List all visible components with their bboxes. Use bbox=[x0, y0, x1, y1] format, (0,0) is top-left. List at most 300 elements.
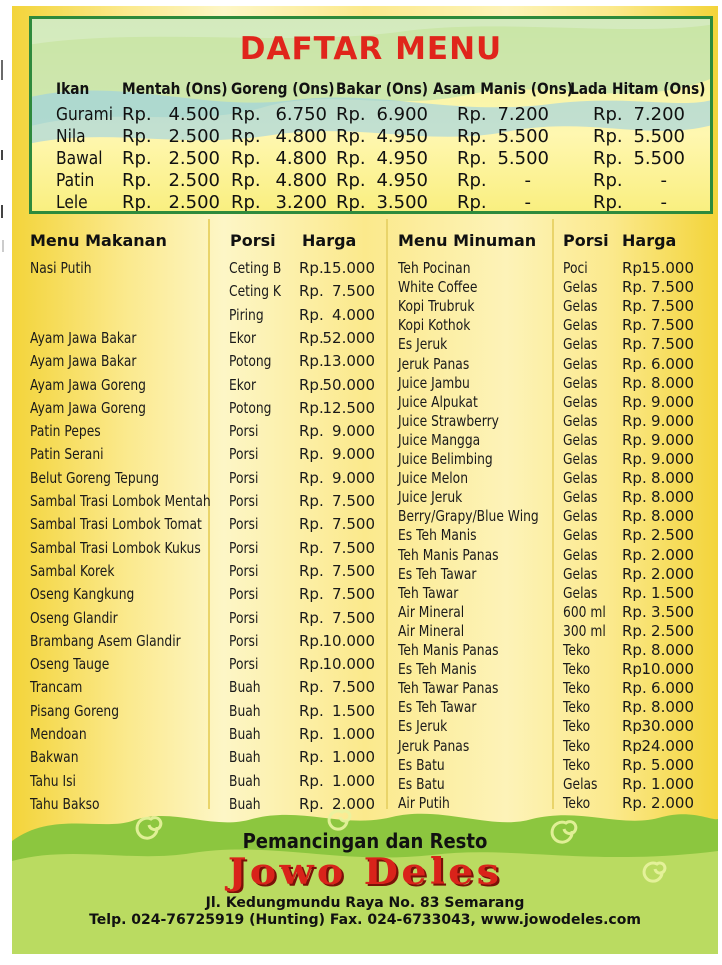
menu-item-name: Brambang Asem Glandir bbox=[30, 631, 181, 650]
scan-margin bbox=[0, 0, 12, 960]
fish-price: - bbox=[524, 192, 531, 213]
menu-item-price bbox=[299, 352, 375, 370]
brand-logo: Jowo Deles bbox=[227, 851, 503, 893]
fish-price-cell bbox=[122, 126, 220, 148]
menu-item-portion: Buah bbox=[229, 678, 261, 697]
menu-item-price bbox=[299, 609, 375, 627]
menu-item-name: Patin Pepes bbox=[30, 422, 101, 441]
menu-item-price bbox=[622, 756, 694, 774]
menu-item-name: Juice Melon bbox=[398, 469, 469, 488]
menu-item-portion: Porsi bbox=[229, 422, 259, 441]
menu-item-portion: Gelas bbox=[563, 392, 598, 411]
fish-price: 2.500 bbox=[168, 192, 220, 213]
fish-price: 7.200 bbox=[633, 104, 685, 125]
menu-item-name: Es Teh Manis bbox=[398, 660, 477, 679]
menu-item-price bbox=[299, 306, 375, 324]
menu-item-name: Juice Mangga bbox=[398, 430, 481, 449]
fish-price-cell bbox=[231, 104, 327, 126]
menu-item-name: Oseng Kangkung bbox=[30, 585, 135, 604]
currency-label: Rp. bbox=[299, 515, 324, 534]
menu-item-price bbox=[299, 445, 375, 463]
currency-label: Rp. bbox=[457, 148, 487, 169]
price-value: 9.000 bbox=[651, 392, 694, 411]
currency-label: Rp. bbox=[622, 507, 647, 526]
fish-price-cell bbox=[457, 170, 549, 192]
menu-item-portion: Porsi bbox=[229, 561, 259, 580]
fish-price: 6.900 bbox=[376, 104, 428, 125]
fish-header-black-pepper: Lada Hitam (Ons) bbox=[570, 79, 706, 98]
currency-label: Rp. bbox=[231, 192, 261, 213]
menu-item-portion: Gelas bbox=[563, 430, 598, 449]
currency-label: Rp. bbox=[336, 170, 366, 191]
menu-item-price bbox=[622, 297, 694, 315]
price-value: 8.000 bbox=[651, 641, 694, 659]
price-value: 6.000 bbox=[651, 679, 694, 698]
menu-item-price bbox=[299, 422, 375, 440]
currency-label: Rp. bbox=[593, 104, 623, 125]
menu-item-price bbox=[299, 469, 375, 487]
price-value: 13.000 bbox=[322, 352, 375, 371]
menu-item-name: Es Teh Tawar bbox=[398, 698, 477, 717]
currency-label: Rp. bbox=[122, 126, 152, 147]
fish-price: 4.500 bbox=[168, 104, 220, 125]
price-value: 50.000 bbox=[322, 375, 375, 394]
currency-label: Rp. bbox=[622, 469, 647, 488]
menu-item-portion: Gelas bbox=[563, 526, 598, 545]
menu-item-name: Air Mineral bbox=[398, 602, 465, 621]
menu-item-price bbox=[299, 678, 375, 696]
menu-item-portion: Gelas bbox=[563, 278, 598, 297]
price-value: 7.500 bbox=[332, 608, 375, 627]
price-value: 8.000 bbox=[651, 507, 694, 526]
currency-label: Rp. bbox=[622, 259, 647, 277]
menu-item-price bbox=[299, 655, 375, 673]
menu-item-name: Oseng Tauge bbox=[30, 655, 110, 674]
menu-item-name: Es Jeruk bbox=[398, 717, 448, 736]
price-value: 1.000 bbox=[332, 771, 375, 790]
menu-item-portion: Porsi bbox=[229, 445, 259, 464]
fish-price-cell bbox=[593, 126, 685, 148]
menu-item-name: Sambal Korek bbox=[30, 561, 115, 580]
menu-sheet bbox=[12, 6, 718, 954]
menu-item-price bbox=[622, 526, 694, 544]
menu-item-price bbox=[299, 702, 375, 720]
menu-item-price bbox=[622, 717, 694, 735]
price-value: 1.500 bbox=[332, 701, 375, 720]
fish-header-sweet-sour: Asam Manis (Ons) bbox=[433, 79, 573, 98]
fish-price-cell bbox=[593, 192, 685, 214]
menu-item-portion: Gelas bbox=[563, 469, 598, 488]
price-value: 12.500 bbox=[322, 398, 375, 417]
price-value: 1.500 bbox=[651, 583, 694, 602]
fish-price-cell bbox=[122, 192, 220, 214]
menu-item-name: Belut Goreng Tepung bbox=[30, 468, 160, 487]
price-value: 9.000 bbox=[332, 422, 375, 441]
menu-item-portion: Buah bbox=[229, 725, 261, 743]
menu-item-portion: 600 ml bbox=[563, 602, 606, 621]
menu-item-price bbox=[622, 698, 694, 716]
menu-item-portion: Gelas bbox=[563, 545, 598, 564]
price-value: 15.000 bbox=[322, 259, 375, 277]
menu-item-name: Kopi Trubruk bbox=[398, 297, 475, 316]
currency-label: Rp. bbox=[622, 602, 647, 621]
menu-item-portion: Potong bbox=[229, 398, 272, 417]
price-value: 24.000 bbox=[641, 736, 694, 755]
fish-price: 5.500 bbox=[633, 126, 685, 147]
fish-price-cell bbox=[457, 126, 549, 148]
menu-item-portion: Gelas bbox=[563, 583, 598, 602]
menu-item-name: Ayam Jawa Bakar bbox=[30, 352, 137, 371]
menu-item-name: Es Jeruk bbox=[398, 335, 448, 354]
menu-item-price bbox=[622, 775, 694, 793]
menu-item-name: Teh Tawar bbox=[398, 583, 459, 602]
price-value: 9.000 bbox=[651, 430, 694, 449]
menu-item-portion: Teko bbox=[563, 736, 591, 755]
currency-label: Rp. bbox=[593, 192, 623, 213]
fish-price: 5.500 bbox=[633, 148, 685, 169]
menu-item-name: Patin Serani bbox=[30, 445, 104, 464]
menu-item-portion: Buah bbox=[229, 748, 261, 767]
fish-header-grilled: Bakar (Ons) bbox=[336, 79, 429, 98]
menu-item-price bbox=[622, 374, 694, 392]
price-value: 2.000 bbox=[332, 794, 375, 813]
drink-header-item: Menu Minuman bbox=[398, 231, 537, 250]
currency-label: Rp. bbox=[299, 655, 324, 674]
currency-label: Rp. bbox=[122, 192, 152, 213]
menu-item-name: Air Mineral bbox=[398, 621, 465, 640]
currency-label: Rp. bbox=[231, 170, 261, 191]
currency-label: Rp. bbox=[299, 468, 324, 487]
menu-item-price bbox=[299, 282, 375, 300]
menu-item-name: Jeruk Panas bbox=[398, 736, 470, 755]
fish-price: 5.500 bbox=[497, 148, 549, 169]
currency-label: Rp. bbox=[622, 755, 647, 774]
currency-label: Rp. bbox=[336, 104, 366, 125]
menu-item-name: Juice Strawberry bbox=[398, 411, 499, 430]
fish-price: 5.500 bbox=[497, 126, 549, 147]
menu-item-price bbox=[299, 748, 375, 766]
price-value: 1.000 bbox=[651, 774, 694, 793]
fish-price: 2.500 bbox=[168, 126, 220, 147]
fish-price: 4.800 bbox=[275, 170, 327, 191]
fish-price: 2.500 bbox=[168, 170, 220, 191]
currency-label: Rp. bbox=[299, 608, 324, 627]
currency-label: Rp. bbox=[622, 736, 647, 755]
price-value: 9.000 bbox=[332, 468, 375, 487]
fish-price: 2.500 bbox=[168, 148, 220, 169]
fish-name: Lele bbox=[56, 192, 88, 213]
food-header-price: Harga bbox=[302, 231, 357, 250]
menu-item-portion: Ceting K bbox=[229, 282, 281, 301]
menu-item-price bbox=[622, 565, 694, 583]
price-value: 2.500 bbox=[651, 621, 694, 640]
menu-item-price bbox=[299, 585, 375, 603]
fish-price-cell bbox=[336, 126, 428, 148]
menu-item-price bbox=[622, 316, 694, 334]
menu-item-price bbox=[299, 562, 375, 580]
fish-price: 4.950 bbox=[376, 148, 428, 169]
currency-label: Rp. bbox=[299, 631, 324, 650]
currency-label: Rp. bbox=[299, 398, 324, 417]
currency-label: Rp. bbox=[231, 104, 261, 125]
menu-item-name: Oseng Glandir bbox=[30, 608, 118, 627]
menu-item-price bbox=[622, 355, 694, 373]
price-value: 15.000 bbox=[641, 259, 694, 277]
menu-item-name: Juice Belimbing bbox=[398, 450, 493, 468]
currency-label: Rp. bbox=[299, 422, 324, 441]
menu-item-price bbox=[622, 622, 694, 640]
currency-label: Rp. bbox=[622, 392, 647, 411]
menu-item-name: Tahu Bakso bbox=[30, 794, 100, 813]
column-divider bbox=[552, 219, 554, 809]
menu-item-portion: Porsi bbox=[229, 631, 259, 650]
menu-item-price bbox=[299, 632, 375, 650]
currency-label: Rp. bbox=[299, 492, 324, 510]
fish-price: 6.750 bbox=[275, 104, 327, 125]
fish-price-cell bbox=[593, 104, 685, 126]
menu-item-name: Es Teh Tawar bbox=[398, 564, 477, 583]
menu-item-portion: Teko bbox=[563, 717, 591, 736]
fish-header-fried: Goreng (Ons) bbox=[231, 79, 335, 98]
currency-label: Rp. bbox=[122, 170, 152, 191]
menu-item-name: Sambal Trasi Lombok Tomat bbox=[30, 515, 202, 534]
menu-item-portion: Gelas bbox=[563, 335, 598, 354]
menu-item-price bbox=[622, 660, 694, 678]
currency-label: Rp. bbox=[593, 170, 623, 191]
menu-item-portion: Porsi bbox=[229, 468, 259, 487]
fish-price-cell bbox=[457, 192, 549, 214]
fish-price: - bbox=[524, 170, 531, 191]
menu-title: DAFTAR MENU bbox=[239, 31, 503, 67]
column-divider bbox=[386, 219, 388, 809]
menu-item-price bbox=[622, 488, 694, 506]
menu-item-price bbox=[622, 450, 694, 468]
price-value: 7.500 bbox=[651, 335, 694, 354]
menu-item-name: Ayam Jawa Goreng bbox=[30, 375, 146, 394]
menu-item-portion: Teko bbox=[563, 793, 591, 812]
price-value: 2.500 bbox=[651, 526, 694, 545]
price-value: 7.500 bbox=[332, 282, 375, 301]
currency-label: Rp. bbox=[336, 192, 366, 213]
fish-price-cell bbox=[122, 148, 220, 170]
currency-label: Rp. bbox=[299, 561, 324, 580]
menu-item-price bbox=[622, 641, 694, 659]
currency-label: Rp. bbox=[231, 126, 261, 147]
menu-item-portion: Porsi bbox=[229, 515, 259, 534]
menu-item-name: Teh Tawar Panas bbox=[398, 679, 499, 698]
menu-item-portion: Buah bbox=[229, 771, 261, 790]
fish-price-cell bbox=[593, 170, 685, 192]
currency-label: Rp. bbox=[299, 725, 324, 743]
price-value: 3.500 bbox=[651, 602, 694, 621]
currency-label: Rp. bbox=[622, 583, 647, 602]
currency-label: Rp. bbox=[299, 794, 324, 813]
drink-header-price: Harga bbox=[622, 231, 677, 250]
menu-item-portion: Gelas bbox=[563, 507, 598, 526]
currency-label: Rp. bbox=[299, 748, 324, 767]
price-value: 9.000 bbox=[332, 445, 375, 464]
currency-label: Rp. bbox=[593, 148, 623, 169]
menu-item-portion: Gelas bbox=[563, 774, 598, 793]
footer-contact: Telp. 024-76725919 (Hunting) Fax. 024-6733043, www.jowodeles.com bbox=[89, 912, 641, 928]
menu-item-name: Mendoan bbox=[30, 725, 87, 743]
price-value: 9.000 bbox=[651, 450, 694, 468]
menu-item-portion: Teko bbox=[563, 755, 591, 774]
price-value: 7.500 bbox=[332, 492, 375, 510]
currency-label: Rp. bbox=[457, 126, 487, 147]
menu-item-portion: Gelas bbox=[563, 450, 598, 468]
fish-name: Gurami bbox=[56, 104, 114, 125]
currency-label: Rp. bbox=[622, 717, 647, 736]
menu-item-name: Sambal Trasi Lombok Mentah bbox=[30, 492, 211, 510]
menu-item-name: Es Batu bbox=[398, 755, 445, 774]
menu-item-name: Jeruk Panas bbox=[398, 354, 470, 373]
currency-label: Rp. bbox=[622, 621, 647, 640]
menu-item-price bbox=[299, 376, 375, 394]
price-value: 7.500 bbox=[332, 538, 375, 557]
fish-price: 4.950 bbox=[376, 126, 428, 147]
price-value: 7.500 bbox=[332, 678, 375, 697]
menu-item-name: Pisang Goreng bbox=[30, 701, 120, 720]
fish-name: Nila bbox=[56, 126, 86, 147]
price-value: 7.500 bbox=[332, 585, 375, 604]
menu-item-portion: Gelas bbox=[563, 564, 598, 583]
currency-label: Rp. bbox=[622, 660, 647, 679]
price-value: 9.000 bbox=[651, 411, 694, 430]
currency-label: Rp. bbox=[299, 445, 324, 464]
menu-item-price bbox=[622, 431, 694, 449]
menu-item-price bbox=[299, 329, 375, 347]
fish-price-cell bbox=[122, 104, 220, 126]
price-value: 7.500 bbox=[332, 515, 375, 534]
fish-price-cell bbox=[231, 126, 327, 148]
menu-item-name: Air Putih bbox=[398, 793, 450, 812]
currency-label: Rp. bbox=[299, 701, 324, 720]
currency-label: Rp. bbox=[299, 375, 324, 394]
currency-label: Rp. bbox=[622, 411, 647, 430]
menu-item-name: Trancam bbox=[30, 678, 83, 697]
drink-header-portion: Porsi bbox=[563, 231, 609, 250]
menu-item-portion: Poci bbox=[563, 259, 588, 277]
currency-label: Rp. bbox=[336, 126, 366, 147]
currency-label: Rp. bbox=[622, 450, 647, 468]
menu-item-portion: 300 ml bbox=[563, 621, 606, 640]
fish-price-cell bbox=[336, 170, 428, 192]
menu-item-price bbox=[622, 335, 694, 353]
menu-item-name: Berry/Grapy/Blue Wing bbox=[398, 507, 539, 526]
fish-price-cell bbox=[457, 148, 549, 170]
menu-item-portion: Porsi bbox=[229, 585, 259, 604]
menu-item-portion: Ceting B bbox=[229, 259, 282, 277]
currency-label: Rp. bbox=[299, 328, 324, 347]
menu-item-portion: Ekor bbox=[229, 328, 257, 347]
fish-price: 4.800 bbox=[275, 126, 327, 147]
menu-item-price bbox=[622, 259, 694, 277]
price-value: 7.500 bbox=[332, 561, 375, 580]
fish-price-cell bbox=[336, 192, 428, 214]
menu-item-price bbox=[622, 507, 694, 525]
menu-item-portion: Teko bbox=[563, 641, 591, 659]
currency-label: Rp. bbox=[122, 104, 152, 125]
fish-price: 4.950 bbox=[376, 170, 428, 191]
currency-label: Rp. bbox=[122, 148, 152, 169]
price-value: 6.000 bbox=[651, 354, 694, 373]
fish-price: - bbox=[660, 170, 667, 191]
menu-item-name: Ayam Jawa Goreng bbox=[30, 398, 146, 417]
currency-label: Rp. bbox=[622, 335, 647, 354]
currency-label: Rp. bbox=[622, 679, 647, 698]
menu-item-portion: Porsi bbox=[229, 655, 259, 674]
currency-label: Rp. bbox=[457, 170, 487, 191]
menu-item-portion: Gelas bbox=[563, 354, 598, 373]
menu-item-price bbox=[299, 492, 375, 510]
price-value: 5.000 bbox=[651, 755, 694, 774]
currency-label: Rp. bbox=[622, 698, 647, 717]
price-value: 10.000 bbox=[641, 660, 694, 679]
food-header-portion: Porsi bbox=[230, 231, 276, 250]
menu-item-price bbox=[299, 772, 375, 790]
fish-price: 3.500 bbox=[376, 192, 428, 213]
currency-label: Rp. bbox=[299, 585, 324, 604]
menu-item-price bbox=[299, 399, 375, 417]
menu-item-name: Teh Pocinan bbox=[398, 259, 471, 277]
menu-item-portion: Porsi bbox=[229, 492, 259, 510]
fish-price-cell bbox=[336, 148, 428, 170]
menu-item-price bbox=[299, 259, 375, 277]
currency-label: Rp. bbox=[622, 488, 647, 507]
price-value: 52.000 bbox=[322, 328, 375, 347]
menu-item-portion: Porsi bbox=[229, 608, 259, 627]
fish-price-cell bbox=[231, 192, 327, 214]
price-value: 2.000 bbox=[651, 564, 694, 583]
fish-price-panel bbox=[29, 16, 713, 214]
currency-label: Rp. bbox=[622, 774, 647, 793]
menu-item-portion: Teko bbox=[563, 660, 591, 679]
currency-label: Rp. bbox=[622, 793, 647, 812]
menu-item-portion: Gelas bbox=[563, 411, 598, 430]
currency-label: Rp. bbox=[231, 148, 261, 169]
currency-label: Rp. bbox=[622, 564, 647, 583]
price-value: 4.000 bbox=[332, 305, 375, 324]
menu-item-price bbox=[622, 737, 694, 755]
menu-item-price bbox=[299, 515, 375, 533]
menu-item-name: Sambal Trasi Lombok Kukus bbox=[30, 538, 201, 557]
fish-header-name: Ikan bbox=[56, 79, 90, 98]
footer-tagline: Pemancingan dan Resto bbox=[242, 829, 488, 853]
menu-item-price bbox=[622, 679, 694, 697]
menu-item-portion: Porsi bbox=[229, 538, 259, 557]
currency-label: Rp. bbox=[622, 545, 647, 564]
menu-item-name: Juice Alpukat bbox=[398, 392, 478, 411]
fish-price: - bbox=[660, 192, 667, 213]
menu-item-name: Tahu Isi bbox=[30, 771, 76, 790]
menu-item-price bbox=[622, 412, 694, 430]
currency-label: Rp. bbox=[622, 297, 647, 316]
menu-item-portion: Buah bbox=[229, 794, 261, 813]
currency-label: Rp. bbox=[299, 259, 324, 277]
fish-price-cell bbox=[231, 170, 327, 192]
menu-item-name: Ayam Jawa Bakar bbox=[30, 328, 137, 347]
price-value: 7.500 bbox=[651, 297, 694, 316]
currency-label: Rp. bbox=[622, 316, 647, 335]
price-value: 8.000 bbox=[651, 698, 694, 717]
footer-address: Jl. Kedungmundu Raya No. 83 Semarang bbox=[205, 895, 525, 911]
currency-label: Rp. bbox=[457, 104, 487, 125]
fish-price: 7.200 bbox=[497, 104, 549, 125]
fish-price-cell bbox=[122, 170, 220, 192]
menu-item-name: Juice Jeruk bbox=[398, 488, 463, 507]
price-value: 30.000 bbox=[641, 717, 694, 736]
